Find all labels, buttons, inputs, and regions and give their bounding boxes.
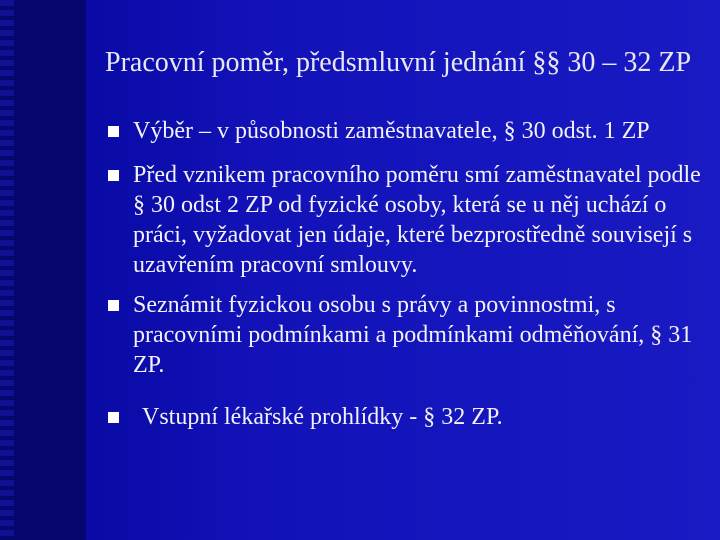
bullet-text: Před vznikem pracovního poměru smí zaměstnavatel podle § 30 odst 2 ZP od fyzické osoby, která se u něj uchází o práci, vyžadovat jen údaje, které bezprostředně souvisejí s uzavřením pracovní smlouvy.	[133, 162, 701, 278]
bullet-text: Vstupní lékařské prohlídky - § 32 ZP.	[142, 404, 503, 430]
side-decoration-pattern	[0, 0, 14, 540]
square-bullet-icon	[108, 126, 119, 137]
square-bullet-icon	[108, 170, 119, 181]
bullet-item	[104, 290, 704, 380]
bullet-text: Výběr – v působnosti zaměstnavatele, § 30 odst. 1 ZP	[133, 118, 650, 144]
slide-title: Pracovní poměr, předsmluvní jednání §§ 30 – 32 ZP	[105, 47, 692, 78]
bullet-item	[104, 160, 704, 280]
bullet-item	[104, 116, 704, 146]
bullet-text: Seznámit fyzickou osobu s právy a povinnostmi, s pracovními podmínkami a podmínkami odměňování, § 31 ZP.	[133, 292, 693, 378]
bullet-list	[104, 116, 704, 432]
bullet-item	[104, 402, 704, 432]
square-bullet-icon	[108, 300, 119, 311]
square-bullet-icon	[108, 412, 119, 423]
